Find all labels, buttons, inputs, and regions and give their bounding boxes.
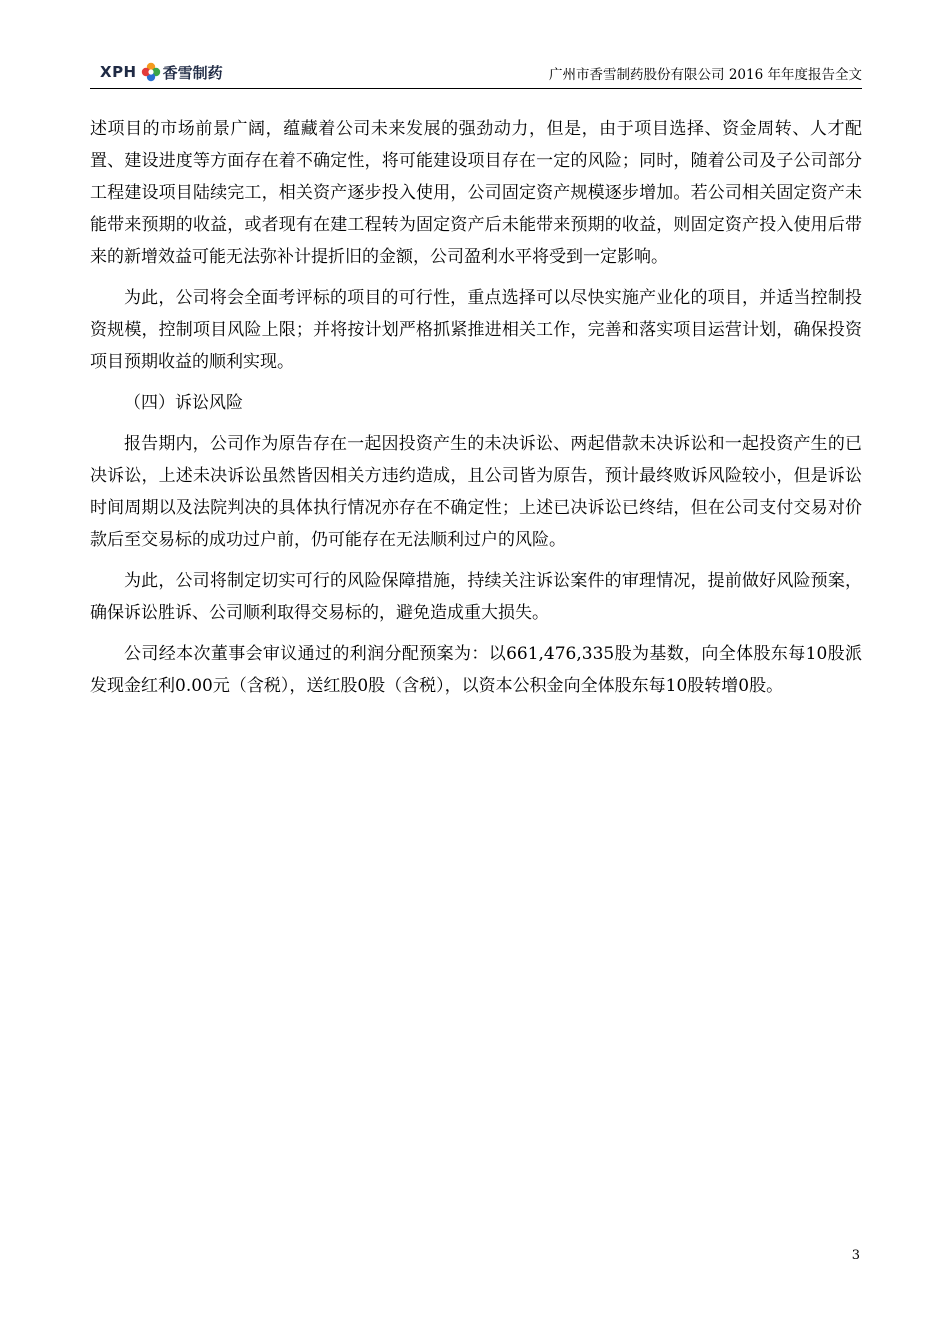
report-title: 广州市香雪制药股份有限公司 2016 年年度报告全文	[549, 67, 862, 83]
logo-chinese-text: 香雪制药	[162, 63, 223, 82]
page-header	[90, 56, 862, 89]
paragraph-project-risk: 述项目的市场前景广阔，蕴藏着公司未来发展的强劲动力，但是，由于项目选择、资金周转、人才配置、建设进度等方面存在着不确定性，将可能建设项目存在一定的风险；同时，随着公司及子公司部分工程建设项目陆续完工，相关资产逐步投入使用，公司固定资产规模逐步增加。若公司相关固定资产未能带来预期的收益，或者现有在建工程转为固定资产后未能带来预期的收益，则固定资产投入使用后带来的新增效益可能无法弥补计提折旧的金额，公司盈利水平将受到一定影响。	[90, 119, 862, 267]
company-logo	[100, 60, 223, 84]
section-heading-litigation-risk: （四）诉讼风险	[124, 393, 243, 413]
paragraph-litigation-risk: 报告期内，公司作为原告存在一起因投资产生的未决诉讼、两起借款未决诉讼和一起投资产生的已决诉讼，上述未决诉讼虽然皆因相关方违约造成，且公司皆为原告，预计最终败诉风险较小，但是诉讼时间周期以及法院判决的具体执行情况亦存在不确定性；上述已决诉讼已终结，但在公司支付交易对价款后至交易标的成功过户前，仍可能存在无法顺利过户的风险。	[90, 434, 862, 550]
paragraph-litigation-measures: 为此，公司将制定切实可行的风险保障措施，持续关注诉讼案件的审理情况，提前做好风险预案，确保诉讼胜诉、公司顺利取得交易标的，避免造成重大损失。	[90, 571, 862, 623]
flower-logo-icon	[141, 62, 161, 82]
paragraph-profit-distribution: 公司经本次董事会审议通过的利润分配预案为：以661,476,335股为基数，向全体股东每10股派发现金红利0.00元（含税），送红股0股（含税），以资本公积金向全体股东每10股转增0股。	[90, 644, 862, 696]
document-body	[90, 113, 862, 702]
paragraph-project-measures: 为此，公司将会全面考评标的项目的可行性，重点选择可以尽快实施产业化的项目，并适当控制投资规模，控制项目风险上限；并将按计划严格抓紧推进相关工作，完善和落实项目运营计划，确保投资项目预期收益的顺利实现。	[90, 288, 862, 372]
logo-latin-text: XPH	[100, 63, 137, 81]
page-number: 3	[851, 1248, 860, 1263]
